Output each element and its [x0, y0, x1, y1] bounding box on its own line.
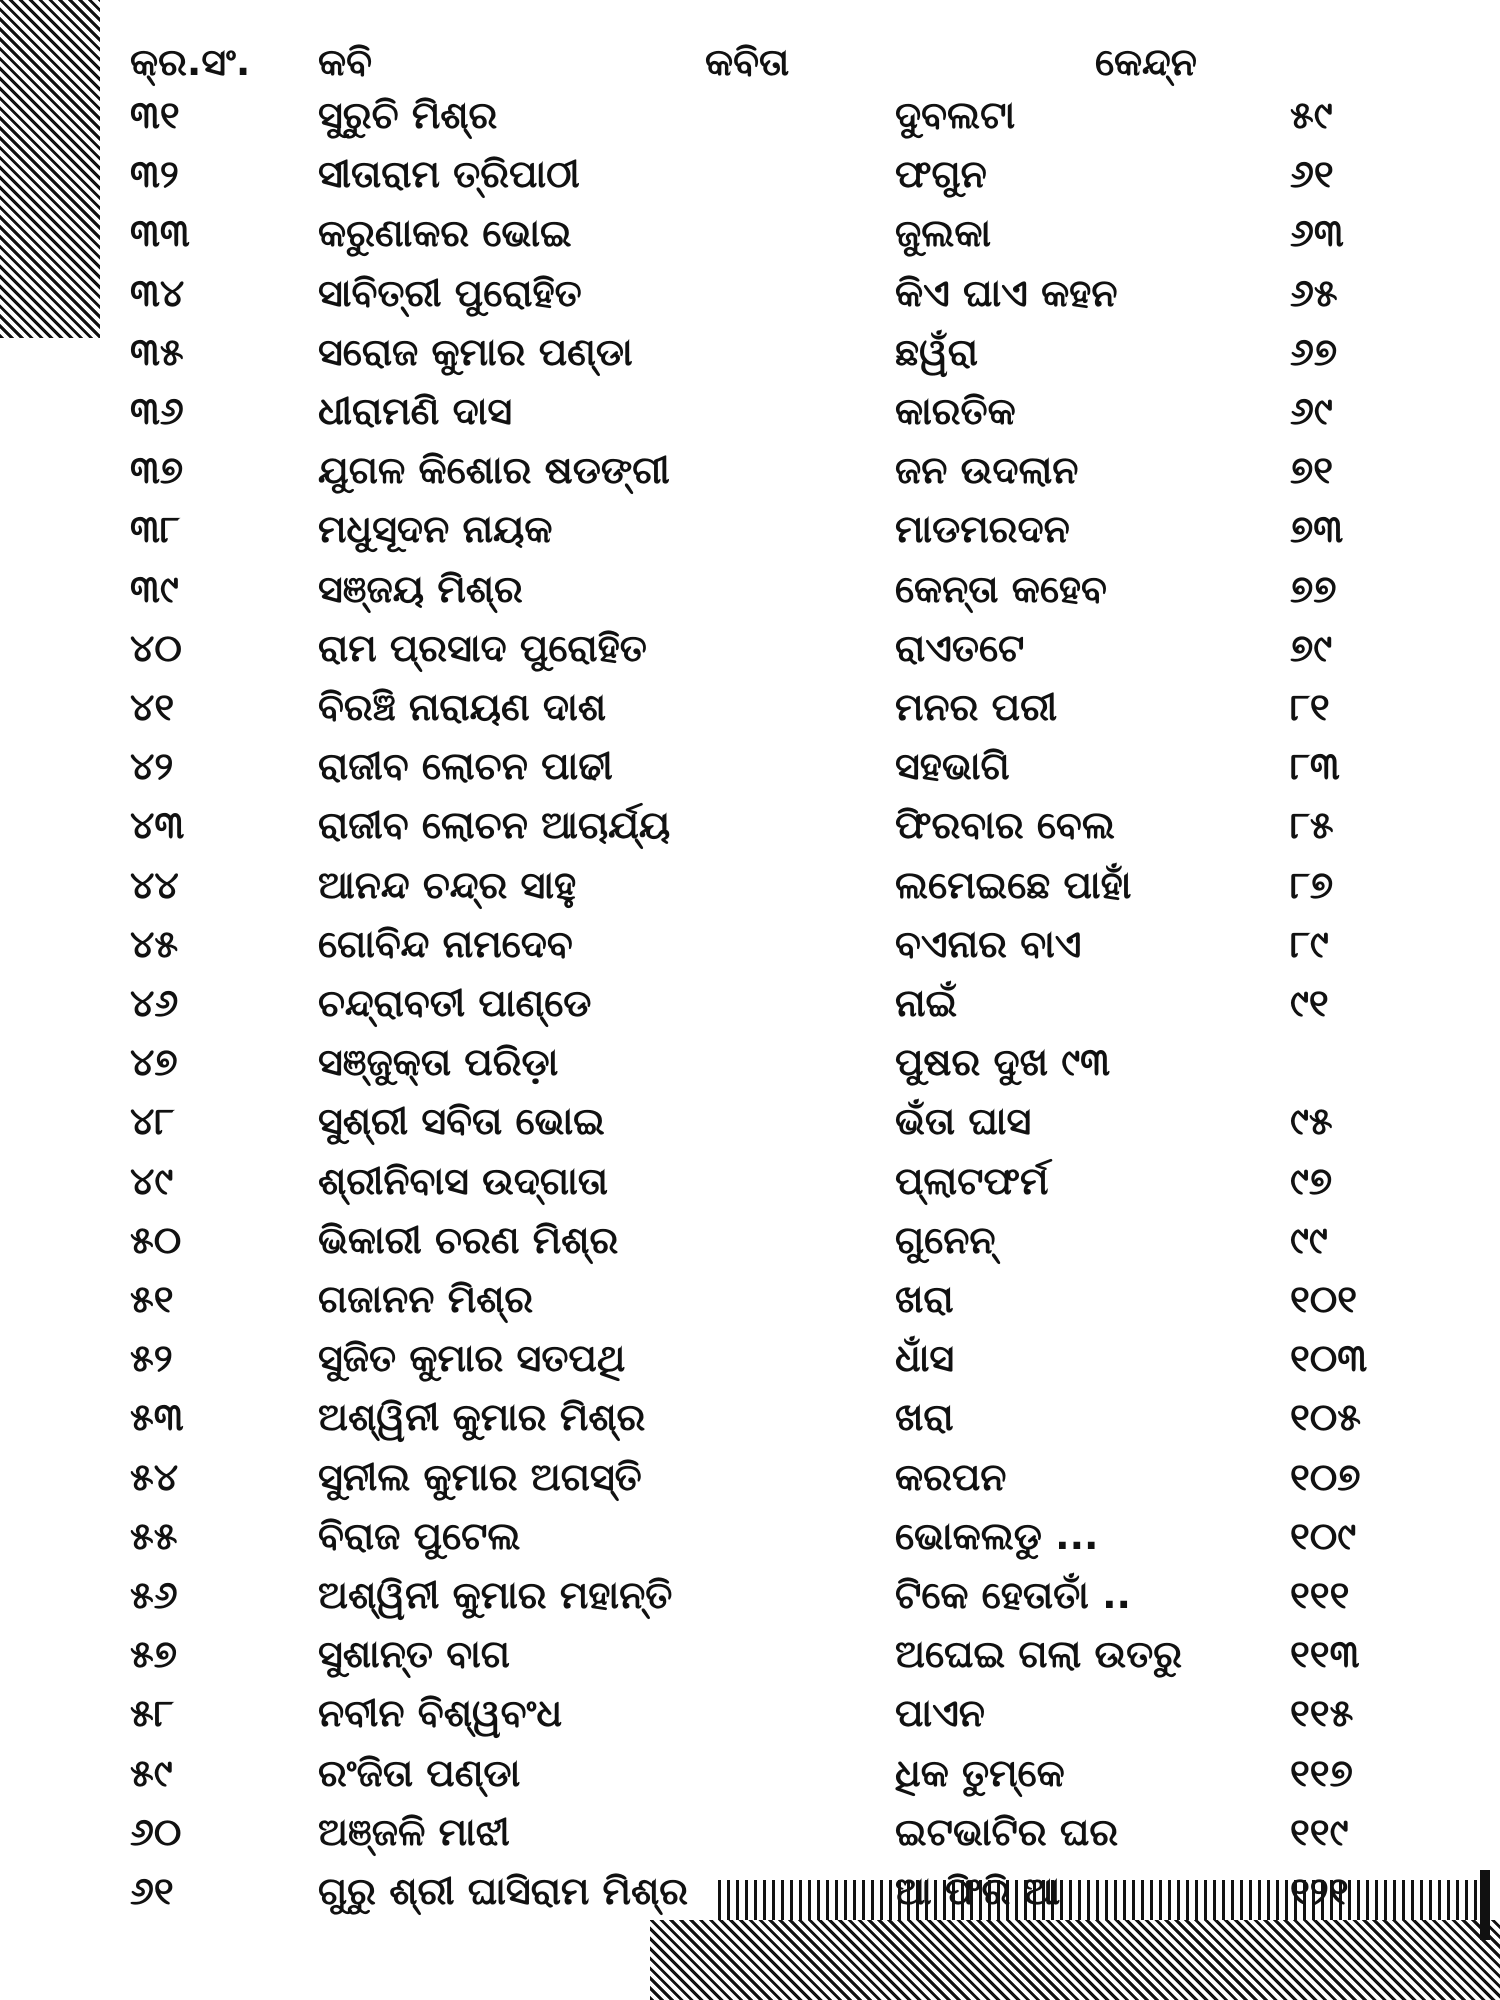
- row-serial-number: ୩୭: [130, 448, 184, 492]
- header-page: କେନ୍ଦ୍ନ: [1095, 40, 1197, 84]
- row-serial-number: ୫୯: [130, 1751, 173, 1795]
- row-serial-number: ୪୮: [130, 1099, 175, 1143]
- row-serial-number: ୫୨: [130, 1336, 173, 1380]
- row-poet-name: ଧୀରାମଣି ଦାସ: [318, 389, 513, 433]
- row-poet-name: ଆନନ୍ଦ ଚନ୍ଦ୍ର ସାହୁ: [318, 863, 577, 907]
- row-poem-title: ଫଗୁନ: [895, 152, 987, 196]
- table-row: [0, 325, 1500, 379]
- row-poem-title: ମାଡମରଦନ: [895, 507, 1070, 551]
- row-poem-title: ରାଏତଟେ: [895, 626, 1025, 670]
- row-poet-name: ଗଜାନନ ମିଶ୍ର: [318, 1277, 534, 1321]
- row-poet-name: ରାଜୀବ ଲୋଚନ ଆଚାର୍ଯ୍ୟ: [318, 803, 671, 847]
- row-serial-number: ୩୬: [130, 389, 184, 433]
- row-serial-number: ୫୫: [130, 1514, 178, 1558]
- table-row: [0, 502, 1500, 556]
- row-page-number: ୧୧୯: [1290, 1810, 1349, 1854]
- row-poet-name: ଯୁଗଳ କିଶୋର ଷଡଙ୍ଗୀ: [318, 448, 670, 492]
- row-page-number: ୮୯: [1290, 922, 1329, 966]
- header-poem: କବିତା: [705, 40, 790, 84]
- row-serial-number: ୩୪: [130, 271, 185, 315]
- row-page-number: ୧୦୯: [1290, 1514, 1357, 1558]
- table-row: [0, 562, 1500, 616]
- row-serial-number: ୩୨: [130, 152, 179, 196]
- row-poem-title: ଦୁବଲଟା: [895, 93, 1016, 137]
- table-row: [0, 443, 1500, 497]
- row-poem-title: ପ୍ଲାଟଫର୍ମ: [895, 1159, 1049, 1203]
- row-serial-number: ୫୭: [130, 1632, 177, 1676]
- table-row: [0, 739, 1500, 793]
- table-row: [0, 1627, 1500, 1681]
- row-serial-number: ୪୫: [130, 922, 179, 966]
- row-page-number: ୧୦୧: [1290, 1277, 1358, 1321]
- row-page-number: ୧୧୫: [1290, 1691, 1354, 1735]
- row-poet-name: ରାଜୀବ ଲୋଚନ ପାଢୀ: [318, 744, 613, 788]
- row-poet-name: ରାମ ପ୍ରସାଦ ପୁରୋହିତ: [318, 626, 647, 670]
- row-poem-title: ଜୁଲକା: [895, 211, 992, 255]
- table-row: [0, 858, 1500, 912]
- row-serial-number: ୪୬: [130, 981, 179, 1025]
- row-poem-title: ପାଏନ: [895, 1691, 985, 1735]
- row-page-number: ୮୩: [1290, 744, 1340, 788]
- row-poet-name: ସୁଶ୍ରୀ ସବିତା ଭୋଇ: [318, 1099, 605, 1143]
- row-poem-title: ଖରା: [895, 1277, 954, 1321]
- row-poet-name: ସୁରୁଚି ମିଶ୍ର: [318, 93, 498, 137]
- table-row: [0, 266, 1500, 320]
- row-poem-title: ପୁଷର ଦୁଖ ୯୩: [895, 1040, 1111, 1084]
- row-poet-name: ଗୁରୁ ଶ୍ରୀ ଘାସିରାମ ମିଶ୍ର: [318, 1869, 689, 1913]
- row-poem-title: ସହଭାଗି: [895, 744, 1010, 788]
- row-poem-title: ଖରା: [895, 1395, 954, 1439]
- row-page-number: ୧୦୫: [1290, 1395, 1362, 1439]
- row-serial-number: ୬୦: [130, 1810, 182, 1854]
- row-page-number: ୧୧୭: [1290, 1751, 1353, 1795]
- row-serial-number: ୪୨: [130, 744, 174, 788]
- row-page-number: ୭୭: [1290, 567, 1337, 611]
- row-poet-name: ଅଶ୍ୱିନୀ କୁମାର ମିଶ୍ର: [318, 1395, 646, 1439]
- table-row: [0, 1272, 1500, 1326]
- row-poet-name: ନବୀନ ବିଶ୍ୱବଂଧ: [318, 1691, 563, 1735]
- row-poem-title: ଭଁତା ଘାସ: [895, 1099, 1032, 1143]
- row-poet-name: ରଂଜିତା ପଣ୍ଡା: [318, 1751, 521, 1795]
- row-page-number: ୮୧: [1290, 685, 1330, 729]
- row-poet-name: ସଞ୍ଜୟ ମିଶ୍ର: [318, 567, 523, 611]
- table-row: [0, 1509, 1500, 1563]
- row-page-number: ୫୯: [1290, 93, 1333, 137]
- row-page-number: ୬୩: [1290, 211, 1344, 255]
- row-poem-title: ମନର ପରୀ: [895, 685, 1058, 729]
- row-page-number: ୬୫: [1290, 271, 1338, 315]
- row-page-number: ୧୧୧: [1290, 1573, 1350, 1617]
- row-serial-number: ୩୩: [130, 211, 190, 255]
- row-page-number: ୬୭: [1290, 330, 1338, 374]
- row-poet-name: ଅଶ୍ୱିନୀ କୁମାର ମହାନ୍ତି: [318, 1573, 673, 1617]
- row-page-number: ୯୭: [1290, 1159, 1333, 1203]
- row-page-number: ୧୦୩: [1290, 1336, 1368, 1380]
- table-row: [0, 1035, 1500, 1089]
- row-poem-title: କିଏ ଘାଏ କହନ: [895, 271, 1118, 315]
- header-serial: କ୍ର.ସଂ.: [130, 40, 251, 84]
- row-page-number: ୮୫: [1290, 803, 1334, 847]
- table-row: [0, 1805, 1500, 1859]
- row-poem-title: ଅଘେଇ ଗଲା ଉତରୁ: [895, 1632, 1183, 1676]
- table-row: [0, 147, 1500, 201]
- row-poem-title: ଗୁନେନ୍: [895, 1218, 996, 1262]
- row-page-number: ୯୫: [1290, 1099, 1333, 1143]
- row-poem-title: ଧିକ ତୁମ୍‌କେ: [895, 1751, 1065, 1795]
- row-poet-name: ସରୋଜ କୁମାର ପଣ୍ଡା: [318, 330, 633, 374]
- row-serial-number: ୩୯: [130, 567, 179, 611]
- row-poet-name: କରୁଣାକର ଭୋଇ: [318, 211, 572, 255]
- table-row: [0, 1094, 1500, 1148]
- row-serial-number: ୪୪: [130, 863, 179, 907]
- row-serial-number: ୫୩: [130, 1395, 184, 1439]
- table-row: [0, 1450, 1500, 1504]
- row-poem-title: ଫିରବାର ବେଲ: [895, 803, 1115, 847]
- table-row: [0, 1864, 1500, 1918]
- row-poem-title: କରପନ: [895, 1455, 1007, 1499]
- row-poet-name: ସୀତାରାମ ତ୍ରିପାଠୀ: [318, 152, 580, 196]
- row-page-number: ୯୧: [1290, 981, 1329, 1025]
- row-serial-number: ୫୧: [130, 1277, 174, 1321]
- row-poem-title: ଇଟଭାଟିର ଘର: [895, 1810, 1119, 1854]
- row-page-number: ୭୩: [1290, 507, 1344, 551]
- row-poem-title: ଜନ ଉଦଲାନ: [895, 448, 1079, 492]
- row-serial-number: ୩୧: [130, 93, 180, 137]
- row-page-number: ୬୯: [1290, 389, 1333, 433]
- row-page-number: ୯୯: [1290, 1218, 1328, 1262]
- row-poet-name: ସୁଶାନ୍ତ ବାଗ: [318, 1632, 510, 1676]
- row-page-number: ୬୧: [1290, 152, 1334, 196]
- row-poem-title: ଲମେଇଛେ ପାହାଁ: [895, 863, 1132, 907]
- row-serial-number: ୫୦: [130, 1218, 182, 1262]
- table-row: [0, 976, 1500, 1030]
- row-poet-name: ଅଞ୍ଜଳି ମାଝୀ: [318, 1810, 510, 1854]
- row-poem-title: ଧାଁସ: [895, 1336, 955, 1380]
- table-row: [0, 1568, 1500, 1622]
- row-poem-title: ଟିକେ ହେତାତାଁ ..: [895, 1573, 1131, 1617]
- row-poet-name: ବିରାଜ ପୁଟେଲ: [318, 1514, 521, 1558]
- row-poet-name: ସଞ୍ଜୁକ୍ତା ପରିଡ଼ା: [318, 1040, 559, 1084]
- row-serial-number: ୪୩: [130, 803, 185, 847]
- table-row: [0, 1331, 1500, 1385]
- row-serial-number: ୬୧: [130, 1869, 174, 1913]
- row-poem-title: କାରତିକ: [895, 389, 1016, 433]
- table-row: [0, 798, 1500, 852]
- table-row: [0, 680, 1500, 734]
- row-poem-title: ଭୋକଲଡୁ ...: [895, 1514, 1099, 1558]
- table-row: [0, 1686, 1500, 1740]
- row-poet-name: ବିରଞ୍ଚି ନାରାୟଣ ଦାଶ: [318, 685, 607, 729]
- row-poet-name: ଚନ୍ଦ୍ରାବତୀ ପାଣ୍ଡେ: [318, 981, 592, 1025]
- table-row: [0, 1213, 1500, 1267]
- row-poem-title: ଆ ଫିରି ଆ: [895, 1869, 1061, 1913]
- row-poem-title: ନାଇଁ: [895, 981, 958, 1025]
- row-page-number: ୧୦୭: [1290, 1455, 1361, 1499]
- row-poet-name: ସୁଜିତ କୁମାର ସତପଥି: [318, 1336, 626, 1380]
- row-poem-title: ବଏନାର ବାଏ: [895, 922, 1082, 966]
- row-poet-name: ଗୋବିନ୍ଦ ନାମଦେବ: [318, 922, 573, 966]
- row-poem-title: କେନ୍ତା କହେବ: [895, 567, 1107, 611]
- row-serial-number: ୫୬: [130, 1573, 178, 1617]
- row-serial-number: ୫୪: [130, 1455, 179, 1499]
- table-row: [0, 1746, 1500, 1800]
- row-page-number: ୮୭: [1290, 863, 1334, 907]
- row-serial-number: ୪୯: [130, 1159, 174, 1203]
- row-poet-name: ସାବିତ୍ରୀ ପୁରୋହିତ: [318, 271, 582, 315]
- row-poem-title: ଛୱଁରା: [895, 330, 978, 374]
- table-row: [0, 384, 1500, 438]
- row-poet-name: ମଧୁସୂଦନ ନାୟକ: [318, 507, 553, 551]
- table-row: [0, 917, 1500, 971]
- row-serial-number: ୫୮: [130, 1691, 174, 1735]
- row-poet-name: ଭିକାରୀ ଚରଣ ମିଶ୍ର: [318, 1218, 619, 1262]
- row-page-number: ୭୯: [1290, 626, 1333, 670]
- header-poet: କବି: [318, 40, 372, 84]
- row-serial-number: ୪୦: [130, 626, 182, 670]
- table-row: [0, 206, 1500, 260]
- table-row: [0, 1390, 1500, 1444]
- table-row: [0, 88, 1500, 142]
- row-poet-name: ସୁନୀଲ କୁମାର ଅଗସ୍ତି: [318, 1455, 642, 1499]
- row-page-number: ୧୧୩: [1290, 1632, 1360, 1676]
- row-page-number: ୭୧: [1290, 448, 1334, 492]
- row-serial-number: ୪୭: [130, 1040, 178, 1084]
- row-page-number: ୧୨୧: [1290, 1869, 1349, 1913]
- table-row: [0, 621, 1500, 675]
- row-serial-number: ୪୧: [130, 685, 175, 729]
- row-poet-name: ଶ୍ରୀନିବାସ ଉଦ୍‌ଗାତା: [318, 1159, 608, 1203]
- row-serial-number: ୩୮: [130, 507, 180, 551]
- row-serial-number: ୩୫: [130, 330, 184, 374]
- table-row: [0, 1154, 1500, 1208]
